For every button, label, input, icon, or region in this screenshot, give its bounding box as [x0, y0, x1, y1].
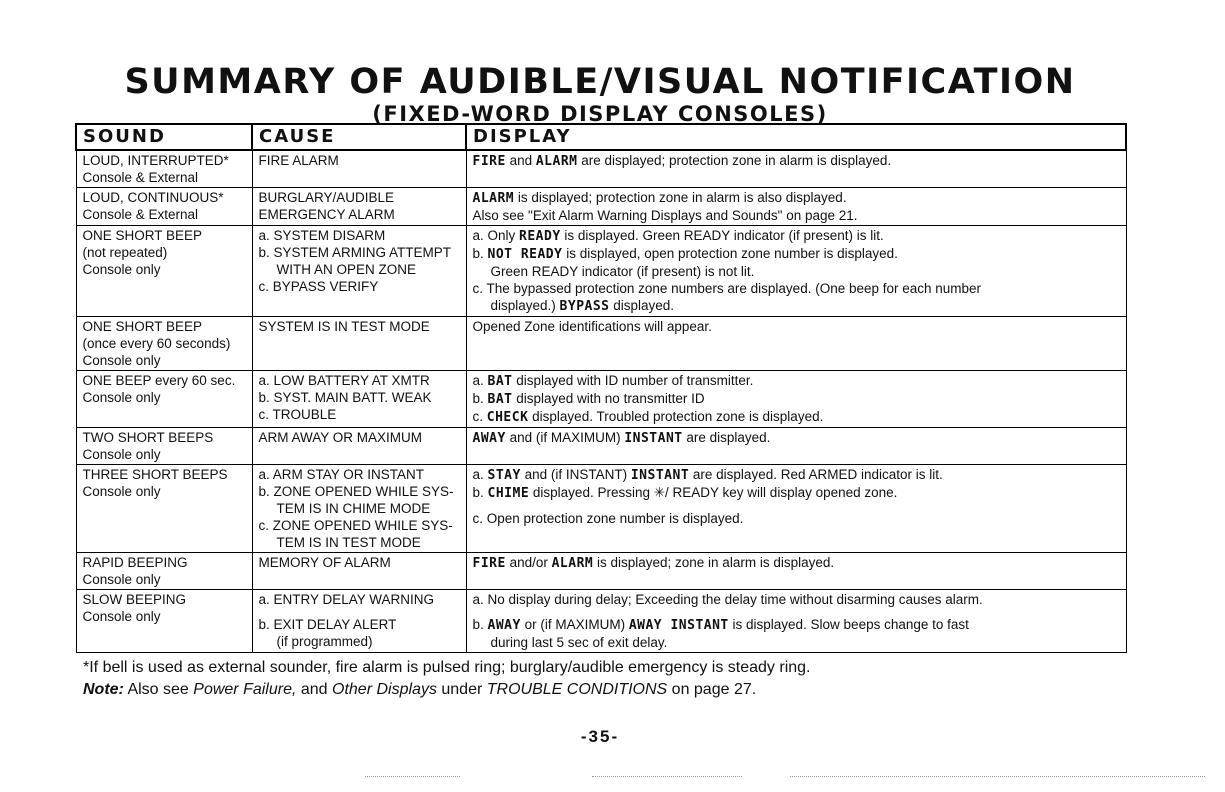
page-number: -35-	[580, 727, 620, 746]
display-line	[473, 372, 1120, 390]
cause-cell	[252, 553, 466, 590]
display-line	[473, 297, 1120, 315]
cause-text: EMERGENCY ALARM	[258, 207, 395, 222]
display-text: a.	[472, 373, 488, 388]
header-sound: SOUND	[76, 124, 252, 150]
cause-text: (if programmed)	[276, 634, 373, 649]
scan-divider	[592, 776, 742, 777]
footnote-text: *If bell is used as external sounder, fire alarm is pulsed ring; burglary/audible emergency is steady ring.	[83, 659, 811, 676]
note-text: and	[296, 681, 333, 698]
sound-text: Console only	[82, 572, 161, 587]
display-cell	[466, 317, 1126, 371]
sound-text: Console only	[82, 447, 161, 462]
cause-cell	[252, 226, 466, 317]
display-line: during last 5 sec of exit delay.	[490, 635, 668, 650]
table-row	[76, 553, 1126, 590]
display-text: b.	[472, 391, 488, 406]
cause-text: a. ENTRY DELAY WARNING	[258, 592, 435, 607]
cause-cell	[252, 465, 466, 553]
lcd-word: ALARM	[551, 556, 594, 571]
display-line	[473, 408, 1120, 426]
sound-text: LOUD, INTERRUPTED*	[82, 153, 229, 168]
lcd-word: FIRE	[472, 154, 506, 169]
lcd-word: ALARM	[535, 154, 578, 169]
cause-text: TEM IS IN TEST MODE	[276, 535, 421, 550]
table-row	[76, 188, 1126, 226]
cause-text: TEM IS IN CHIME MODE	[276, 501, 431, 516]
display-line	[473, 227, 1120, 245]
lcd-word: INSTANT	[624, 431, 683, 446]
header-display: DISPLAY	[466, 124, 1126, 150]
sound-text: Console & External	[82, 170, 199, 185]
sound-text: TWO SHORT BEEPS	[82, 430, 214, 445]
display-cell	[466, 428, 1126, 465]
display-text: is displayed; zone in alarm is displayed.	[593, 555, 835, 570]
display-line	[473, 245, 1120, 263]
display-text: is displayed; protection zone in alarm is also displayed.	[514, 190, 847, 205]
footnote-block	[83, 657, 810, 701]
cause-cell	[252, 428, 466, 465]
sound-cell	[76, 188, 252, 226]
cause-text: MEMORY OF ALARM	[258, 555, 391, 570]
display-cell	[466, 226, 1126, 317]
lcd-word: BYPASS	[559, 299, 610, 314]
sound-cell	[76, 317, 252, 371]
lcd-word: BAT	[487, 392, 513, 407]
display-line: Green READY indicator (if present) is not lit.	[490, 264, 755, 279]
lcd-word: CHIME	[487, 486, 530, 501]
display-text: displayed.)	[490, 298, 560, 313]
display-cell	[466, 553, 1126, 590]
sound-text: ONE SHORT BEEP	[82, 228, 203, 243]
lcd-word: ALARM	[472, 191, 515, 206]
display-text: and	[505, 153, 536, 168]
cause-text: BURGLARY/AUDIBLE	[258, 190, 395, 205]
notification-table	[75, 123, 1127, 653]
sound-cell	[76, 590, 252, 653]
scan-divider	[790, 776, 1205, 777]
table-row	[76, 317, 1126, 371]
sound-text: Console only	[82, 484, 161, 499]
display-text: c.	[472, 409, 487, 424]
lcd-word: NOT READY	[487, 247, 563, 262]
table-row	[76, 226, 1126, 317]
sound-text: (not repeated)	[82, 245, 168, 260]
cause-text: a. SYSTEM DISARM	[258, 228, 386, 243]
display-text: is displayed. Slow beeps change to fast	[728, 617, 969, 632]
sound-cell	[76, 553, 252, 590]
display-line: Also see "Exit Alarm Warning Displays and Sounds" on page 21.	[472, 208, 858, 223]
sound-text: Console only	[82, 353, 161, 368]
sound-cell	[76, 465, 252, 553]
lcd-word: AWAY INSTANT	[628, 618, 729, 633]
note-ref: Other Displays	[332, 681, 437, 698]
cause-cell	[252, 590, 466, 653]
display-text: are displayed. Red ARMED indicator is lit.	[689, 467, 943, 482]
display-text: b.	[472, 246, 488, 261]
sound-text: ONE BEEP every 60 sec.	[82, 373, 236, 388]
display-text: displayed.	[609, 298, 675, 313]
display-line	[473, 429, 1120, 447]
cause-text: a. LOW BATTERY AT XMTR	[258, 373, 430, 388]
sound-cell	[76, 428, 252, 465]
display-line	[473, 189, 1120, 207]
display-text: a.	[472, 467, 488, 482]
cause-text: b. SYSTEM ARMING ATTEMPT	[258, 245, 452, 260]
display-text: or (if MAXIMUM)	[520, 617, 629, 632]
cause-text: b. ZONE OPENED WHILE SYS-	[258, 484, 454, 499]
cause-cell	[252, 150, 466, 188]
display-cell	[466, 188, 1126, 226]
display-line: a. No display during delay; Exceeding the delay time without disarming causes alarm.	[472, 592, 983, 607]
display-text: displayed with no transmitter ID	[512, 391, 705, 406]
display-text: displayed. Pressing ✳/ READY key will display opened zone.	[529, 485, 898, 500]
cause-cell	[252, 317, 466, 371]
cause-text: c. ZONE OPENED WHILE SYS-	[258, 518, 453, 533]
lcd-word: AWAY	[487, 618, 521, 633]
display-line: c. Open protection zone number is displayed.	[472, 511, 744, 526]
display-cell	[466, 465, 1126, 553]
display-line	[473, 390, 1120, 408]
display-text: and/or	[505, 555, 552, 570]
cause-text: b. EXIT DELAY ALERT	[258, 617, 397, 632]
table-row	[76, 465, 1126, 553]
display-text: is displayed, open protection zone number is displayed.	[562, 246, 898, 261]
sound-text: THREE SHORT BEEPS	[82, 467, 228, 482]
table-row	[76, 428, 1126, 465]
sound-text: Console only	[82, 262, 161, 277]
display-text: and (if INSTANT)	[520, 467, 631, 482]
note-ref: TROUBLE CONDITIONS	[486, 681, 668, 698]
display-line	[473, 554, 1120, 572]
display-line	[473, 616, 1120, 634]
note-text: under	[436, 681, 487, 698]
display-text: are displayed.	[682, 430, 771, 445]
table-row	[76, 150, 1126, 188]
cause-text: FIRE ALARM	[258, 153, 339, 168]
sound-text: ONE SHORT BEEP	[82, 319, 203, 334]
lcd-word: AWAY	[472, 431, 506, 446]
display-text: are displayed; protection zone in alarm is displayed.	[577, 153, 892, 168]
lcd-word: STAY	[487, 468, 521, 483]
cause-text: WITH AN OPEN ZONE	[276, 262, 417, 277]
sound-text: LOUD, CONTINUOUS*	[82, 190, 224, 205]
note-text: on page 27.	[667, 681, 757, 698]
sound-text: (once every 60 seconds)	[82, 336, 231, 351]
sound-cell	[76, 371, 252, 428]
sound-text: RAPID BEEPING	[82, 555, 188, 570]
cause-cell	[252, 188, 466, 226]
cause-text: ARM AWAY OR MAXIMUM	[258, 430, 423, 445]
table-row	[76, 590, 1126, 653]
table-header-row	[76, 124, 1126, 150]
cause-text: a. ARM STAY OR INSTANT	[258, 467, 425, 482]
lcd-word: READY	[519, 229, 561, 244]
lcd-word: BAT	[487, 374, 513, 389]
note-line	[83, 679, 810, 701]
display-text: b.	[472, 617, 488, 632]
display-cell	[466, 371, 1126, 428]
note-label: Note:	[83, 681, 124, 698]
display-line	[473, 466, 1120, 484]
note-ref: Power Failure,	[193, 681, 297, 698]
display-line: c. The bypassed protection zone numbers are displayed. (One beep for each number	[472, 281, 982, 296]
header-cause: CAUSE	[252, 124, 466, 150]
display-text: and (if MAXIMUM)	[505, 430, 625, 445]
display-text: displayed. Troubled protection zone is displayed.	[528, 409, 824, 424]
cause-text: SYSTEM IS IN TEST MODE	[258, 319, 430, 334]
cause-cell	[252, 371, 466, 428]
table-row	[76, 371, 1126, 428]
lcd-word: FIRE	[472, 556, 506, 571]
display-line	[473, 152, 1120, 170]
scan-divider	[365, 776, 460, 777]
cause-text: c. BYPASS VERIFY	[258, 279, 379, 294]
display-text: a. Only	[472, 228, 520, 243]
sound-text: Console only	[82, 390, 161, 405]
page-subtitle: (FIXED-WORD DISPLAY CONSOLES)	[372, 102, 828, 126]
sound-text: SLOW BEEPING	[82, 592, 187, 607]
page-title: SUMMARY OF AUDIBLE/VISUAL NOTIFICATION	[124, 62, 1076, 102]
sound-cell	[76, 226, 252, 317]
note-text: Also see	[123, 681, 194, 698]
display-cell	[466, 150, 1126, 188]
cause-text: b. SYST. MAIN BATT. WEAK	[258, 390, 432, 405]
display-cell	[466, 590, 1126, 653]
sound-cell	[76, 150, 252, 188]
display-text: is displayed. Green READY indicator (if present) is lit.	[560, 228, 884, 243]
sound-text: Console only	[82, 609, 161, 624]
lcd-word: INSTANT	[630, 468, 690, 483]
lcd-word: CHECK	[486, 410, 529, 425]
display-line	[473, 484, 1120, 502]
display-line: Opened Zone identifications will appear.	[472, 319, 712, 334]
cause-text: c. TROUBLE	[258, 407, 337, 422]
display-text: b.	[472, 485, 488, 500]
display-text: displayed with ID number of transmitter.	[512, 373, 754, 388]
sound-text: Console & External	[82, 207, 199, 222]
